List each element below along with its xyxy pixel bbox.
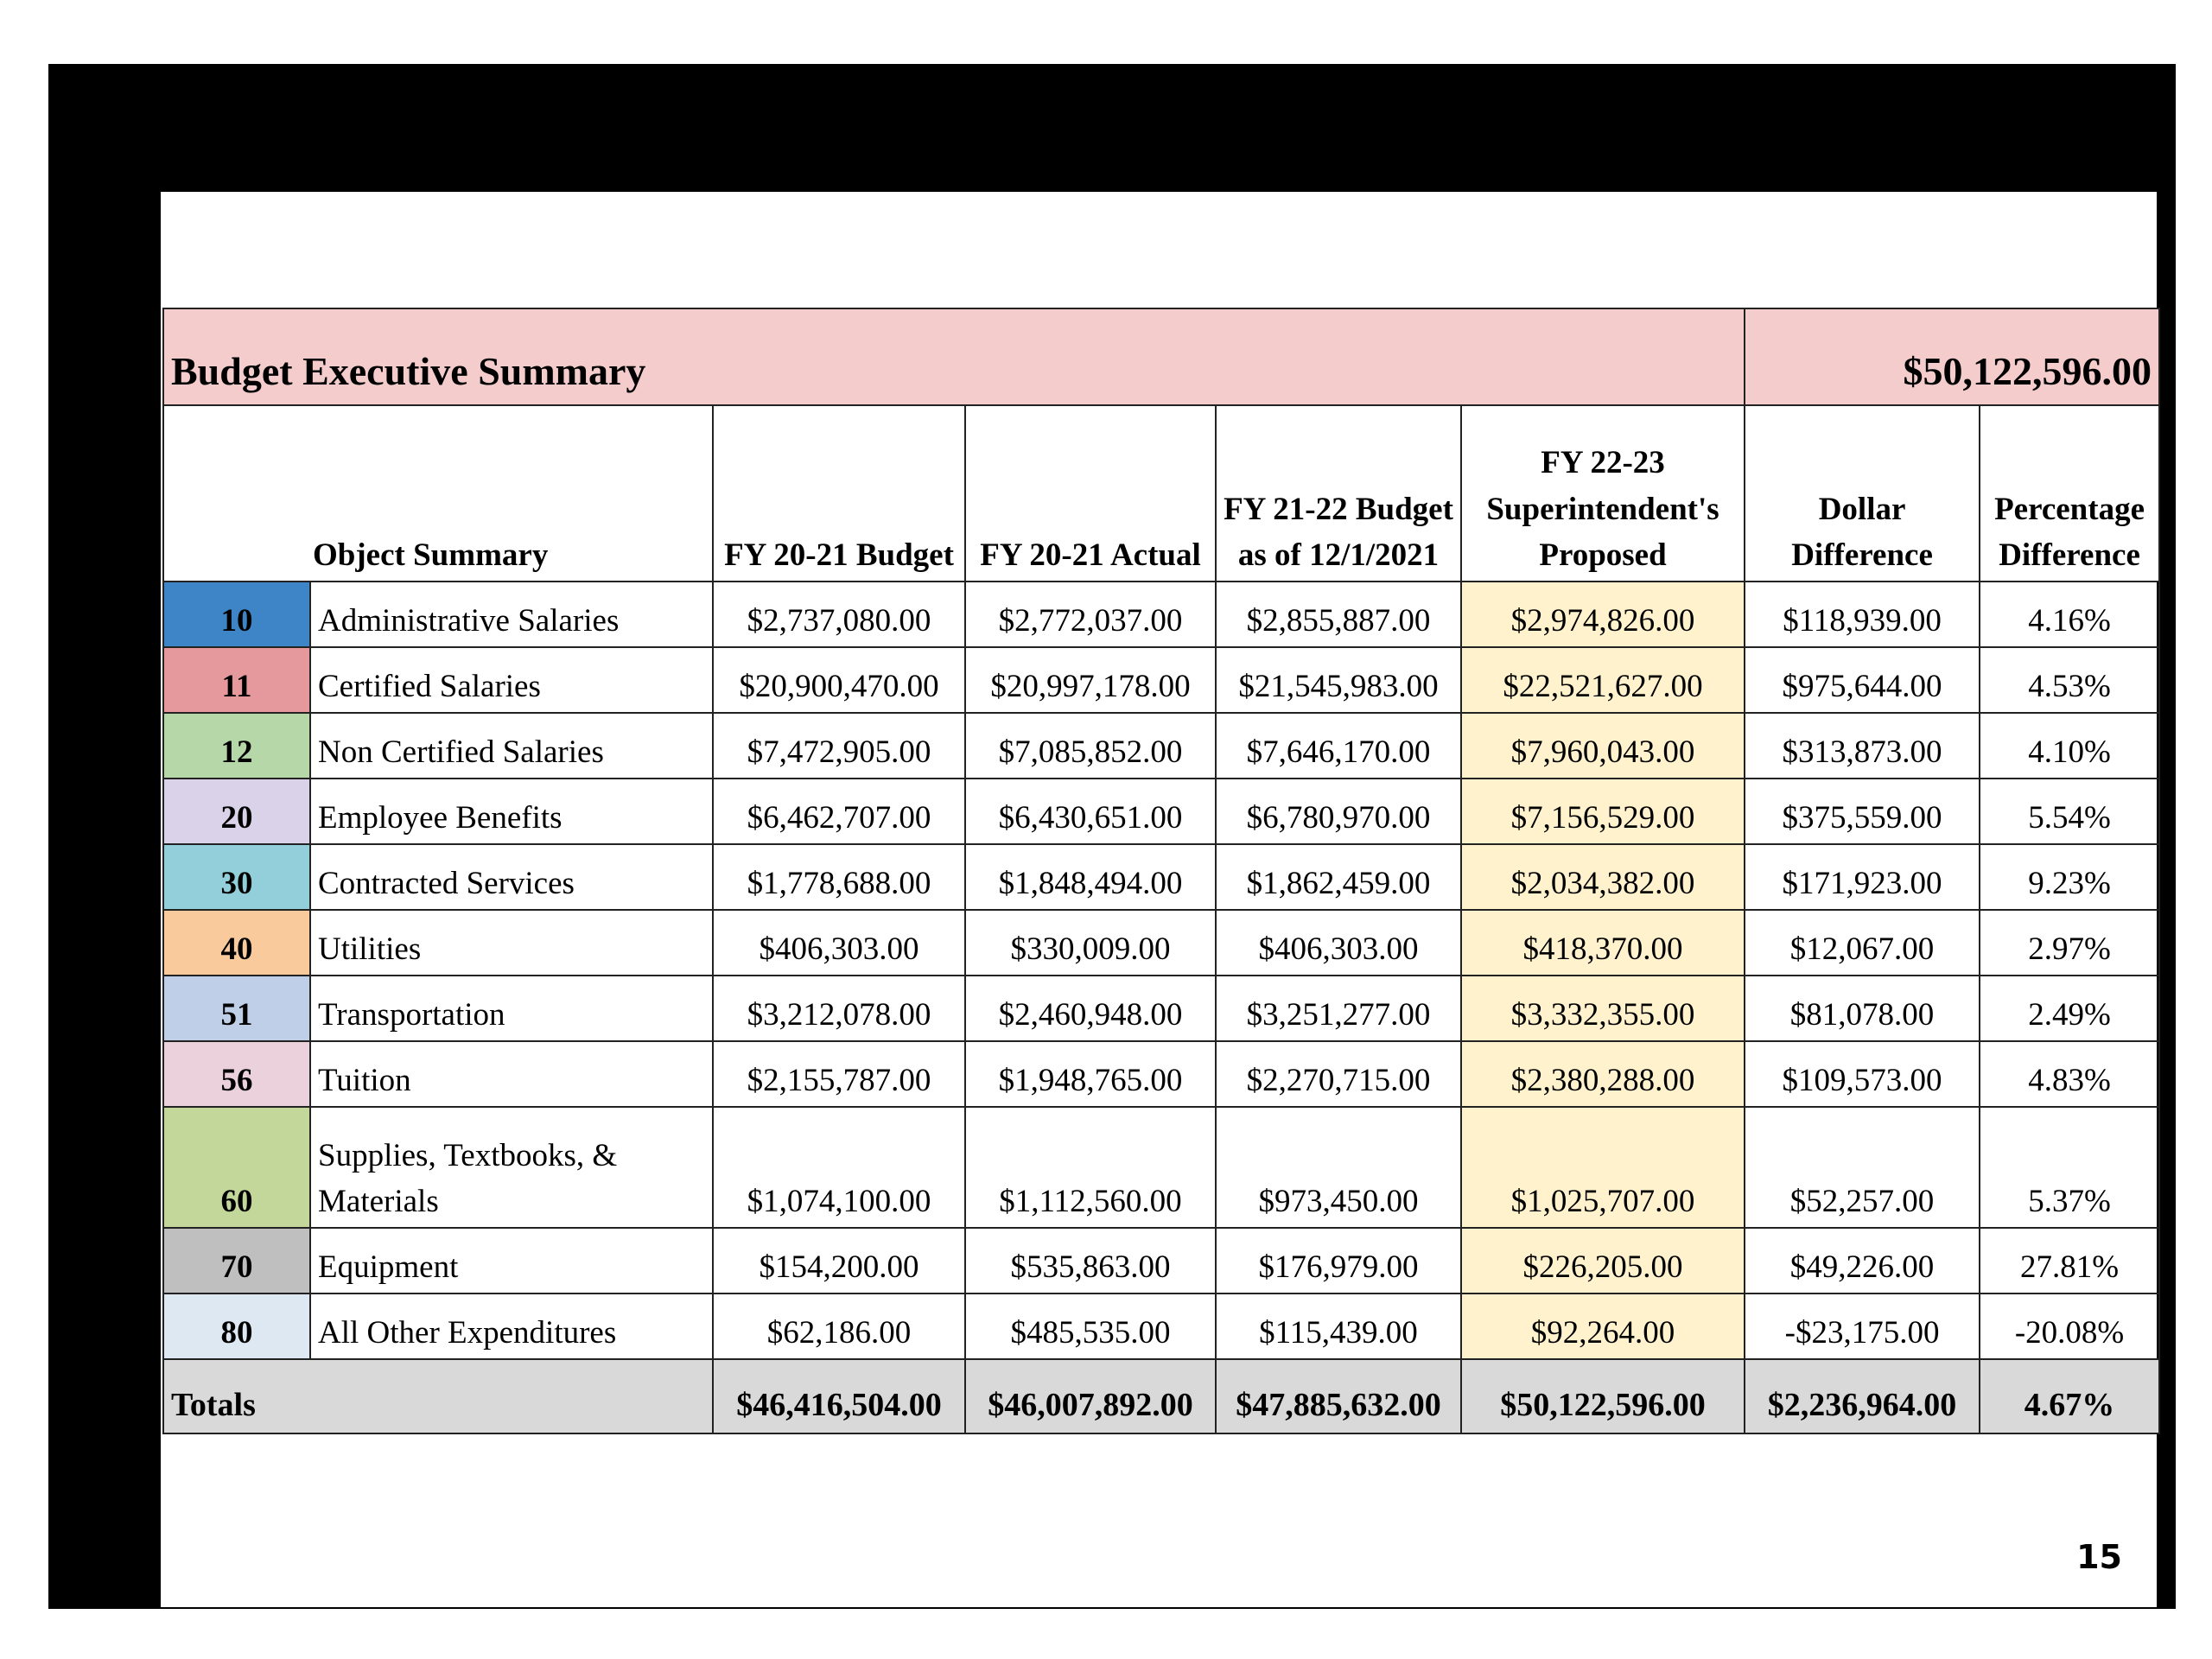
fy2021-actual-cell: $1,112,560.00 xyxy=(965,1107,1216,1228)
fy2021-budget-cell: $6,462,707.00 xyxy=(713,779,965,844)
table-row xyxy=(163,1107,2159,1228)
pct-diff-cell: 27.81% xyxy=(1980,1228,2159,1294)
table-row xyxy=(163,713,2159,779)
fy2122-budget-cell: $973,450.00 xyxy=(1216,1107,1461,1228)
fy2021-actual-cell: $2,460,948.00 xyxy=(965,976,1216,1041)
fy2021-actual-cell: $330,009.00 xyxy=(965,910,1216,976)
fy2122-budget-cell: $406,303.00 xyxy=(1216,910,1461,976)
fy2223-proposed-cell: $2,380,288.00 xyxy=(1461,1041,1745,1107)
table-row xyxy=(163,1228,2159,1294)
fy2223-proposed-cell: $1,025,707.00 xyxy=(1461,1107,1745,1228)
fy2223-proposed-cell: $7,156,529.00 xyxy=(1461,779,1745,844)
header-dollar-difference: Dollar Difference xyxy=(1745,405,1980,582)
object-description-cell: All Other Expenditures xyxy=(310,1294,713,1359)
totals-pct-diff-cell: 4.67% xyxy=(1980,1359,2159,1433)
fy2223-proposed-cell: $2,974,826.00 xyxy=(1461,582,1745,647)
fy2223-proposed-cell: $92,264.00 xyxy=(1461,1294,1745,1359)
object-description-cell: Non Certified Salaries xyxy=(310,713,713,779)
header-object-summary: Object Summary xyxy=(163,405,713,582)
fy2122-budget-cell: $176,979.00 xyxy=(1216,1228,1461,1294)
object-code-cell: 12 xyxy=(163,713,310,779)
dollar-diff-cell: $81,078.00 xyxy=(1745,976,1980,1041)
pct-diff-cell: 4.10% xyxy=(1980,713,2159,779)
object-code-cell: 70 xyxy=(163,1228,310,1294)
object-code-cell: 40 xyxy=(163,910,310,976)
object-description-cell: Equipment xyxy=(310,1228,713,1294)
fy2122-budget-cell: $2,855,887.00 xyxy=(1216,582,1461,647)
pct-diff-cell: 4.16% xyxy=(1980,582,2159,647)
fy2223-proposed-cell: $22,521,627.00 xyxy=(1461,647,1745,713)
dollar-diff-cell: $118,939.00 xyxy=(1745,582,1980,647)
fy2122-budget-cell: $3,251,277.00 xyxy=(1216,976,1461,1041)
object-description-cell: Utilities xyxy=(310,910,713,976)
fy2122-budget-cell: $115,439.00 xyxy=(1216,1294,1461,1359)
fy2122-budget-cell: $7,646,170.00 xyxy=(1216,713,1461,779)
object-description-cell: Administrative Salaries xyxy=(310,582,713,647)
totals-dollar-diff-cell: $2,236,964.00 xyxy=(1745,1359,1980,1433)
object-description-cell: Transportation xyxy=(310,976,713,1041)
dollar-diff-cell: $171,923.00 xyxy=(1745,844,1980,910)
fy2122-budget-cell: $1,862,459.00 xyxy=(1216,844,1461,910)
dollar-diff-cell: $12,067.00 xyxy=(1745,910,1980,976)
object-code-cell: 10 xyxy=(163,582,310,647)
budget-summary-table xyxy=(162,308,2160,1434)
fy2122-budget-cell: $21,545,983.00 xyxy=(1216,647,1461,713)
fy2223-proposed-cell: $7,960,043.00 xyxy=(1461,713,1745,779)
dollar-diff-cell: $49,226.00 xyxy=(1745,1228,1980,1294)
totals-label: Totals xyxy=(163,1359,713,1433)
object-code-cell: 51 xyxy=(163,976,310,1041)
total-proposed-amount: $50,122,596.00 xyxy=(1745,308,2159,405)
object-description-cell: Employee Benefits xyxy=(310,779,713,844)
header-fy2223-proposed: FY 22-23 Superintendent's Proposed xyxy=(1461,405,1745,582)
header-fy2122-budget: FY 21-22 Budget as of 12/1/2021 xyxy=(1216,405,1461,582)
header-fy2021-budget: FY 20-21 Budget xyxy=(713,405,965,582)
fy2021-budget-cell: $2,155,787.00 xyxy=(713,1041,965,1107)
dollar-diff-cell: $109,573.00 xyxy=(1745,1041,1980,1107)
pct-diff-cell: 2.49% xyxy=(1980,976,2159,1041)
header-row xyxy=(163,405,2159,582)
header-percentage-difference: Percentage Difference xyxy=(1980,405,2159,582)
pct-diff-cell: 5.37% xyxy=(1980,1107,2159,1228)
fy2122-budget-cell: $6,780,970.00 xyxy=(1216,779,1461,844)
slide-page xyxy=(161,192,2157,1607)
object-code-cell: 60 xyxy=(163,1107,310,1228)
pct-diff-cell: 9.23% xyxy=(1980,844,2159,910)
totals-fy2122-budget-cell: $47,885,632.00 xyxy=(1216,1359,1461,1433)
pct-diff-cell: -20.08% xyxy=(1980,1294,2159,1359)
fy2021-budget-cell: $2,737,080.00 xyxy=(713,582,965,647)
fy2021-actual-cell: $1,848,494.00 xyxy=(965,844,1216,910)
table-row xyxy=(163,844,2159,910)
fy2021-actual-cell: $1,948,765.00 xyxy=(965,1041,1216,1107)
pct-diff-cell: 2.97% xyxy=(1980,910,2159,976)
table-title: Budget Executive Summary xyxy=(163,308,1745,405)
fy2021-actual-cell: $485,535.00 xyxy=(965,1294,1216,1359)
fy2122-budget-cell: $2,270,715.00 xyxy=(1216,1041,1461,1107)
fy2021-budget-cell: $406,303.00 xyxy=(713,910,965,976)
fy2021-actual-cell: $20,997,178.00 xyxy=(965,647,1216,713)
pct-diff-cell: 4.53% xyxy=(1980,647,2159,713)
object-description-cell: Certified Salaries xyxy=(310,647,713,713)
fy2021-budget-cell: $20,900,470.00 xyxy=(713,647,965,713)
table-row xyxy=(163,1041,2159,1107)
object-description-cell: Supplies, Textbooks, & Materials xyxy=(310,1107,713,1228)
dollar-diff-cell: $975,644.00 xyxy=(1745,647,1980,713)
object-code-cell: 56 xyxy=(163,1041,310,1107)
fy2223-proposed-cell: $3,332,355.00 xyxy=(1461,976,1745,1041)
page-number: 15 xyxy=(2076,1538,2122,1576)
fy2021-actual-cell: $6,430,651.00 xyxy=(965,779,1216,844)
totals-fy2223-proposed-cell: $50,122,596.00 xyxy=(1461,1359,1745,1433)
table-row xyxy=(163,976,2159,1041)
table-row xyxy=(163,910,2159,976)
totals-fy2021-budget-cell: $46,416,504.00 xyxy=(713,1359,965,1433)
table-row xyxy=(163,779,2159,844)
fy2021-budget-cell: $62,186.00 xyxy=(713,1294,965,1359)
pct-diff-cell: 4.83% xyxy=(1980,1041,2159,1107)
fy2223-proposed-cell: $418,370.00 xyxy=(1461,910,1745,976)
fy2021-actual-cell: $2,772,037.00 xyxy=(965,582,1216,647)
fy2021-actual-cell: $535,863.00 xyxy=(965,1228,1216,1294)
totals-fy2021-actual-cell: $46,007,892.00 xyxy=(965,1359,1216,1433)
object-code-cell: 80 xyxy=(163,1294,310,1359)
fy2021-budget-cell: $1,778,688.00 xyxy=(713,844,965,910)
object-description-cell: Contracted Services xyxy=(310,844,713,910)
fy2021-actual-cell: $7,085,852.00 xyxy=(965,713,1216,779)
slide-frame xyxy=(48,64,2176,1609)
dollar-diff-cell: $52,257.00 xyxy=(1745,1107,1980,1228)
header-fy2021-actual: FY 20-21 Actual xyxy=(965,405,1216,582)
fy2021-budget-cell: $154,200.00 xyxy=(713,1228,965,1294)
dollar-diff-cell: $375,559.00 xyxy=(1745,779,1980,844)
dollar-diff-cell: -$23,175.00 xyxy=(1745,1294,1980,1359)
totals-row xyxy=(163,1359,2159,1433)
fy2021-budget-cell: $7,472,905.00 xyxy=(713,713,965,779)
fy2021-budget-cell: $1,074,100.00 xyxy=(713,1107,965,1228)
fy2021-budget-cell: $3,212,078.00 xyxy=(713,976,965,1041)
object-code-cell: 11 xyxy=(163,647,310,713)
object-code-cell: 30 xyxy=(163,844,310,910)
title-row xyxy=(163,308,2159,405)
object-description-cell: Tuition xyxy=(310,1041,713,1107)
fy2223-proposed-cell: $226,205.00 xyxy=(1461,1228,1745,1294)
dollar-diff-cell: $313,873.00 xyxy=(1745,713,1980,779)
pct-diff-cell: 5.54% xyxy=(1980,779,2159,844)
table-row xyxy=(163,582,2159,647)
table-row xyxy=(163,1294,2159,1359)
fy2223-proposed-cell: $2,034,382.00 xyxy=(1461,844,1745,910)
object-code-cell: 20 xyxy=(163,779,310,844)
table-row xyxy=(163,647,2159,713)
